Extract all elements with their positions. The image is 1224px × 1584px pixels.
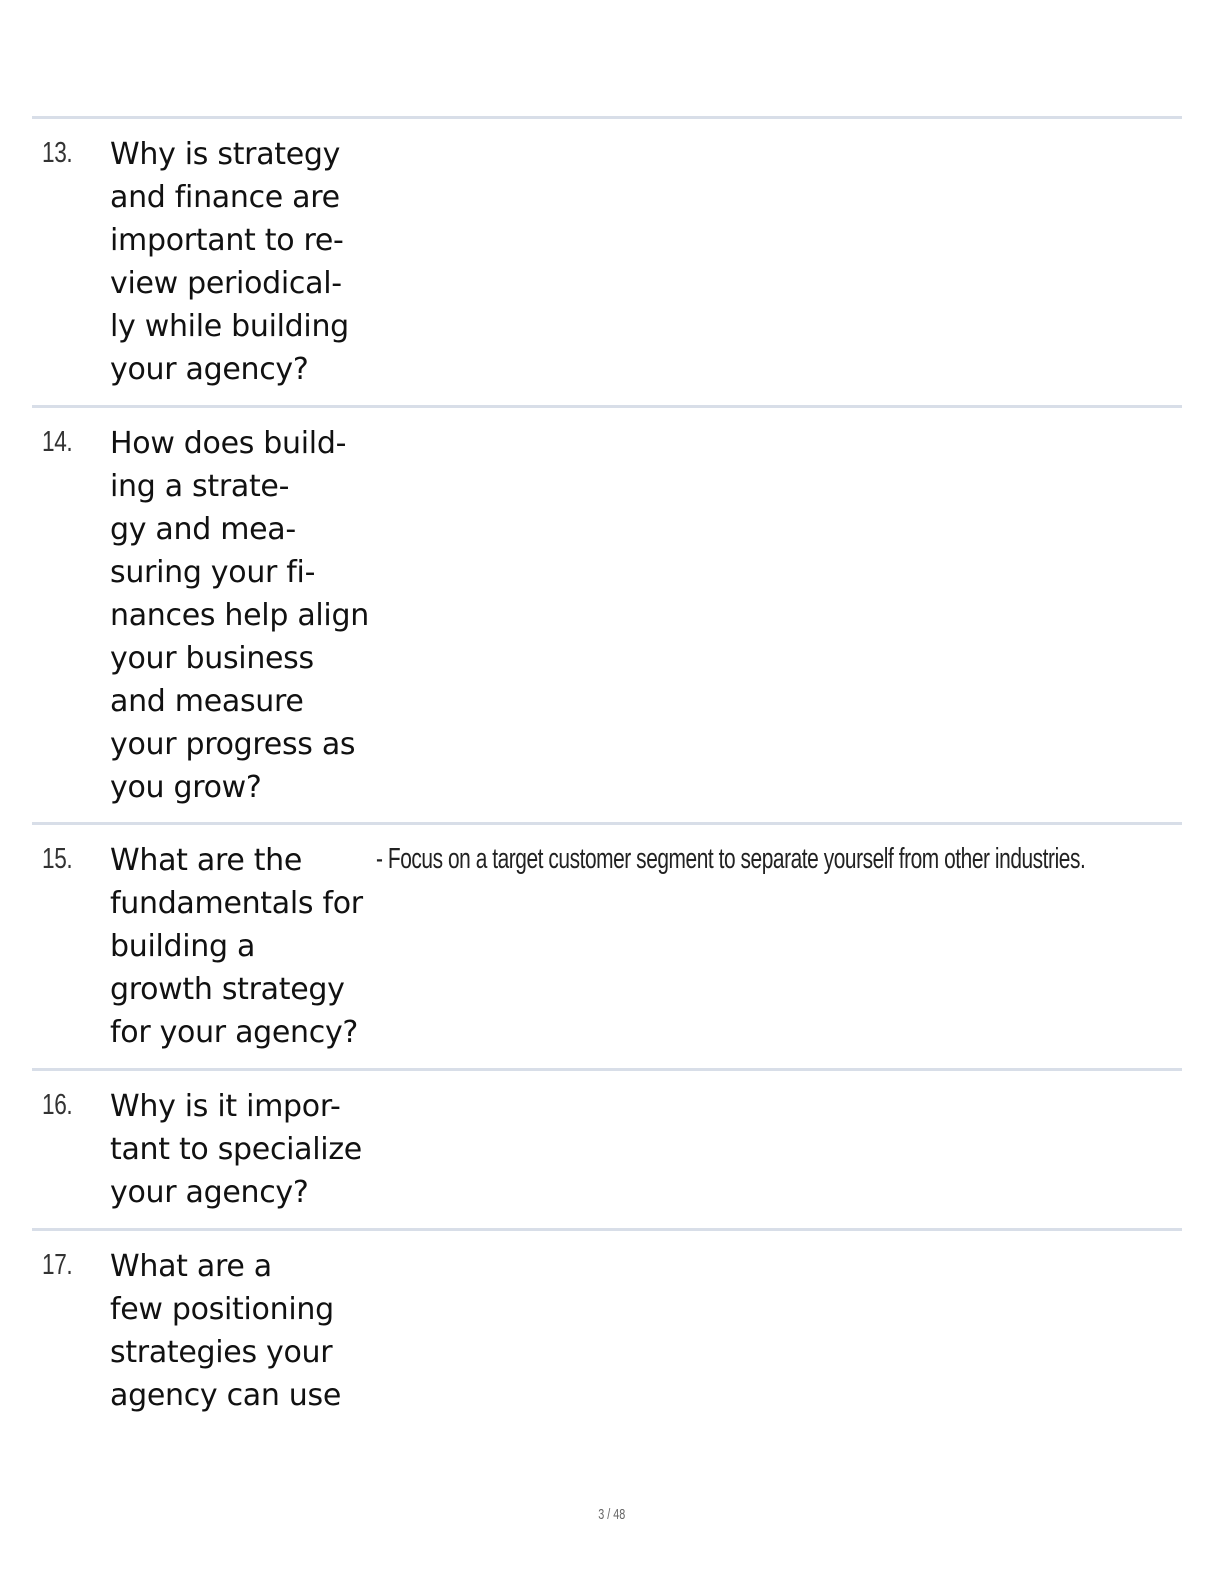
question-row-16 (32, 1068, 1182, 1228)
answer-text[interactable]: - Focus on a target customer segment to separate yourself from other industries. (376, 843, 1086, 875)
question-row-17 (32, 1228, 1182, 1431)
question-row-15 (32, 822, 1182, 1068)
question-text: How does build- ing a strate- gy and mea- suring your fi- nances help align your business and measure your progress as you grow? (110, 426, 369, 805)
question-number: 14. (42, 426, 73, 458)
question-row-13 (32, 116, 1182, 405)
page-indicator: 3 / 48 (598, 1506, 626, 1523)
question-text: What are the fundamentals for building a growth strategy for your agency? (110, 843, 363, 1050)
question-number: 17. (42, 1249, 73, 1281)
question-table (32, 116, 1182, 1431)
question-number: 15. (42, 843, 73, 875)
question-row-14 (32, 405, 1182, 822)
question-text: What are a few positioning strategies your agency can use (110, 1249, 342, 1413)
question-text: Why is it impor- tant to specialize your agency? (110, 1089, 362, 1210)
page-footer (0, 1506, 1224, 1523)
question-text: Why is strategy and finance are important to re- view periodical- ly while building your agency? (110, 137, 349, 387)
question-number: 16. (42, 1089, 73, 1121)
question-number: 13. (42, 137, 73, 169)
